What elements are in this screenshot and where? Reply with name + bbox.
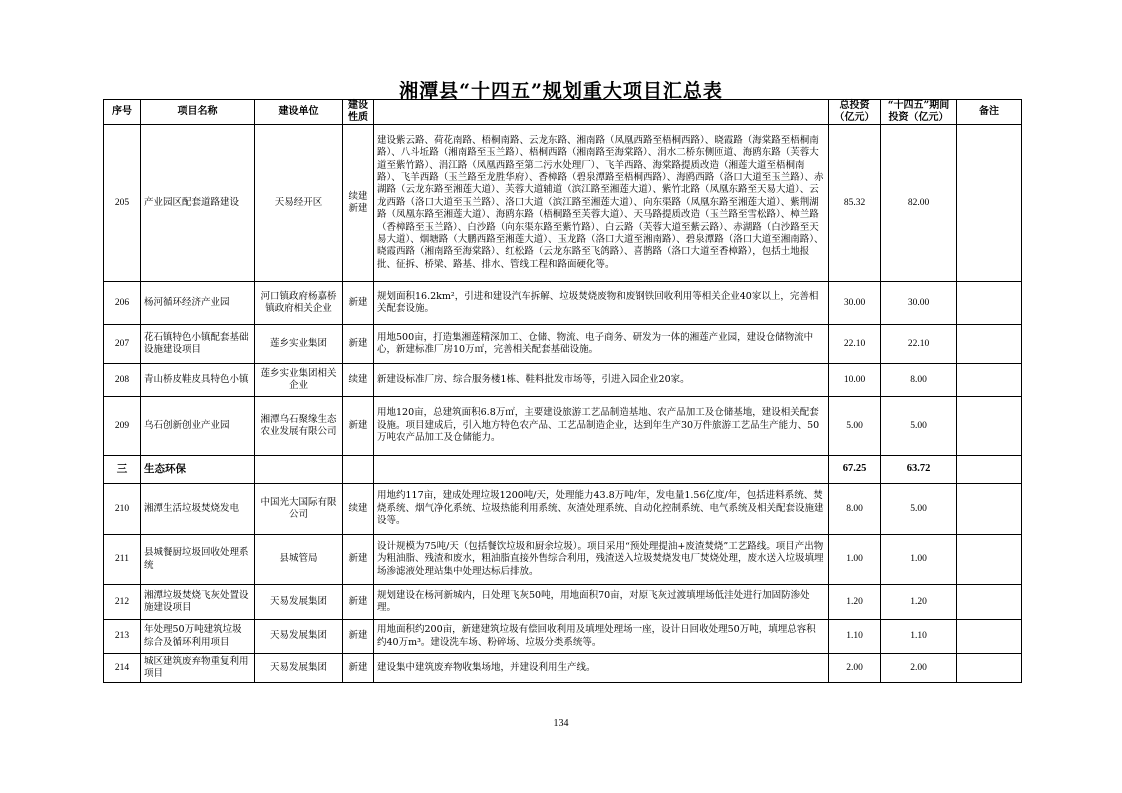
table-row: [104, 484, 1022, 535]
section-index: 三: [104, 456, 141, 484]
header-row: [104, 100, 1022, 125]
row-period: 2.00: [881, 654, 957, 683]
header-content: [374, 100, 829, 125]
header-nature: 建设性质: [343, 100, 374, 125]
row-total: 5.00: [829, 397, 881, 456]
row-unit: 天易发展集团: [255, 620, 343, 654]
section-name: 生态环保: [141, 456, 255, 484]
row-remark: [957, 484, 1022, 535]
row-period: 30.00: [881, 282, 957, 325]
row-period: 8.00: [881, 364, 957, 397]
row-unit: 莲乡实业集团: [255, 325, 343, 364]
row-project-name: 县城餐厨垃圾回收处理系统: [141, 535, 255, 585]
row-remark: [957, 125, 1022, 282]
row-unit: 河口镇政府杨嘉桥镇政府相关企业: [255, 282, 343, 325]
row-nature: 新建: [343, 325, 374, 364]
row-project-name: 产业园区配套道路建设: [141, 125, 255, 282]
row-total: 85.32: [829, 125, 881, 282]
row-unit: 湘潭乌石聚缘生态农业发展有限公司: [255, 397, 343, 456]
row-project-name: 年处理50万吨建筑垃圾综合及循环利用项目: [141, 620, 255, 654]
row-remark: [957, 282, 1022, 325]
row-project-name: 湘潭生活垃圾焚烧发电: [141, 484, 255, 535]
section-empty-content: [374, 456, 829, 484]
row-content: 设计规模为75吨/天（包括餐饮垃圾和厨余垃圾）。项目采用“预处理提油+废渣焚烧”工艺路线。项目产出物为粗油脂、残渣和废水，粗油脂直接外售综合利用，残渣送入垃圾焚烧发电厂焚烧处理，废水送入垃圾填埋场渗滤液处理站集中处理达标后排放。: [374, 535, 829, 585]
row-remark: [957, 535, 1022, 585]
row-period: 1.00: [881, 535, 957, 585]
row-index: 212: [104, 585, 141, 620]
row-content: 建设集中建筑废弃物收集场地，并建设利用生产线。: [374, 654, 829, 683]
table-row: [104, 125, 1022, 282]
row-unit: 天易发展集团: [255, 585, 343, 620]
row-content: 用地120亩，总建筑面积6.8万㎡，主要建设旅游工艺品制造基地、农产品加工及仓储基地，建设相关配套设施。项目建成后，引入地方特色农产品、工艺品制造企业，达到年生产30万件旅游工艺品生产能力、50万吨农产品加工及仓储能力。: [374, 397, 829, 456]
row-index: 211: [104, 535, 141, 585]
row-remark: [957, 397, 1022, 456]
row-content: 规划面积16.2km²，引进和建设汽车拆解、垃圾焚烧废物和废钢铁回收利用等相关企业40家以上，完善相关配套设施。: [374, 282, 829, 325]
table-row: [104, 282, 1022, 325]
row-remark: [957, 325, 1022, 364]
page-title: 湘潭县“十四五”规划重大项目汇总表: [399, 80, 723, 102]
row-remark: [957, 585, 1022, 620]
row-period: 82.00: [881, 125, 957, 282]
row-remark: [957, 654, 1022, 683]
row-total: 1.20: [829, 585, 881, 620]
section-empty-remark: [957, 456, 1022, 484]
project-table: [103, 99, 1022, 683]
header-total: 总投资（亿元）: [829, 100, 881, 125]
row-nature: 新建: [343, 282, 374, 325]
row-total: 1.10: [829, 620, 881, 654]
row-period: 5.00: [881, 397, 957, 456]
row-nature: 续建: [343, 484, 374, 535]
row-total: 2.00: [829, 654, 881, 683]
row-index: 205: [104, 125, 141, 282]
row-index: 210: [104, 484, 141, 535]
header-index: 序号: [104, 100, 141, 125]
row-index: 207: [104, 325, 141, 364]
row-nature: 新建: [343, 397, 374, 456]
row-index: 206: [104, 282, 141, 325]
row-total: 22.10: [829, 325, 881, 364]
section-period: 63.72: [881, 456, 957, 484]
section-empty-unit: [255, 456, 343, 484]
row-project-name: 青山桥皮鞋皮具特色小镇: [141, 364, 255, 397]
page-number: 134: [553, 718, 569, 729]
row-period: 5.00: [881, 484, 957, 535]
row-content: 用地面积约200亩，新建建筑垃圾有偿回收利用及填埋处理场一座，设计日回收处理50万吨，填埋总容积约40万m³。建设洗车场、粉碎场、垃圾分类系统等。: [374, 620, 829, 654]
header-unit: 建设单位: [255, 100, 343, 125]
row-project-name: 乌石创新创业产业园: [141, 397, 255, 456]
header-remark: 备注: [957, 100, 1022, 125]
row-content: 新建设标准厂房、综合服务楼1栋、鞋料批发市场等，引进入园企业20家。: [374, 364, 829, 397]
header-name: 项目名称: [141, 100, 255, 125]
table-row: [104, 364, 1022, 397]
row-unit: 县城管局: [255, 535, 343, 585]
row-unit: 中国光大国际有限公司: [255, 484, 343, 535]
row-nature: 新建: [343, 620, 374, 654]
row-project-name: 城区建筑废弃物重复利用项目: [141, 654, 255, 683]
row-content: 用地500亩，打造集湘莲精深加工、仓储、物流、电子商务、研发为一体的湘莲产业园，建设仓储物流中心，新建标准厂房10万㎡，完善相关配套基础设施。: [374, 325, 829, 364]
section-total: 67.25: [829, 456, 881, 484]
row-total: 10.00: [829, 364, 881, 397]
row-index: 209: [104, 397, 141, 456]
section-empty-nature: [343, 456, 374, 484]
row-period: 1.10: [881, 620, 957, 654]
row-project-name: 杨河循环经济产业园: [141, 282, 255, 325]
table-row: [104, 397, 1022, 456]
row-period: 1.20: [881, 585, 957, 620]
row-period: 22.10: [881, 325, 957, 364]
row-remark: [957, 364, 1022, 397]
table-row: [104, 535, 1022, 585]
row-total: 30.00: [829, 282, 881, 325]
row-remark: [957, 620, 1022, 654]
row-nature: 新建: [343, 585, 374, 620]
row-index: 208: [104, 364, 141, 397]
row-index: 214: [104, 654, 141, 683]
row-index: 213: [104, 620, 141, 654]
table-row: [104, 620, 1022, 654]
row-unit: 天易发展集团: [255, 654, 343, 683]
row-unit: 莲乡实业集团相关企业: [255, 364, 343, 397]
row-nature: 新建: [343, 654, 374, 683]
row-unit: 天易经开区: [255, 125, 343, 282]
table-row: [104, 654, 1022, 683]
row-nature: 续建: [343, 364, 374, 397]
row-project-name: 花石镇特色小镇配套基础设施建设项目: [141, 325, 255, 364]
row-nature: 续建新建: [343, 125, 374, 282]
row-nature: 新建: [343, 535, 374, 585]
table-row: [104, 325, 1022, 364]
row-content: 建设紫云路、荷花南路、梧桐南路、云龙东路、湘南路（凤凰西路至梧桐西路）、晓霞路（海棠路至梧桐南路）、八斗坵路（湘南路至玉兰路）、梧桐西路（湘南路至海棠路）、涓水二桥东侧匝道、海鸥东路（芙蓉大道至紫竹路）、涓江路（凤凰西路至第二污水处理厂）、飞羊西路、海棠路提质改造（湘莲大道至梧桐南路）、飞羊西路（玉兰路至龙胜华府）、香樟路（碧泉潭路至梧桐西路）、海鸥西路（洛口大道至玉兰路）、赤湖路（云龙东路至湘莲大道）、芙蓉大道辅道（滨江路至湘莲大道）、紫竹北路（凤凰东路至天易大道）、云龙西路（洛口大道至玉兰路）、洛口大道（滨江路至湘莲大道）、向东渠路（凤凰东路至湘莲大道）、紫荆湖路（凤凰东路至湘莲大道）、海鸥东路（梧桐路至芙蓉大道）、天马路提质改造（玉兰路至雪松路）、樟兰路（香樟路至玉兰路）、白沙路（向东渠东路至紫竹路）、白云路（芙蓉大道至紫云路）、赤湖路（白沙路至天易大道）、烟塘路（大鹏西路至湘莲大道）、玉龙路（洛口大道至湘南路）、碧泉潭路（洛口大道至湘南路）、晓霞西路（湘南路至海棠路）、红松路（云龙东路至飞鸽路）、喜鹊路（洛口大道至香樟路），包括土地报批、征拆、桥梁、路基、排水、管线工程和路面硬化等。: [374, 125, 829, 282]
row-total: 1.00: [829, 535, 881, 585]
section-row: [104, 456, 1022, 484]
header-period: “十四五”期间投资（亿元）: [881, 100, 957, 125]
row-total: 8.00: [829, 484, 881, 535]
row-content: 规划建设在杨河新城内，日处理飞灰50吨，用地面积70亩，对原飞灰过渡填埋场低洼处进行加固防渗处理。: [374, 585, 829, 620]
row-project-name: 湘潭垃圾焚烧飞灰处置设施建设项目: [141, 585, 255, 620]
table-row: [104, 585, 1022, 620]
row-content: 用地约117亩，建成处理垃圾1200吨/天，处理能力43.8万吨/年，发电量1.56亿度/年，包括进料系统、焚烧系统、烟气净化系统、垃圾热能利用系统、灰渣处理系统、自动化控制系统、电气系统及相关配套设施建设等。: [374, 484, 829, 535]
